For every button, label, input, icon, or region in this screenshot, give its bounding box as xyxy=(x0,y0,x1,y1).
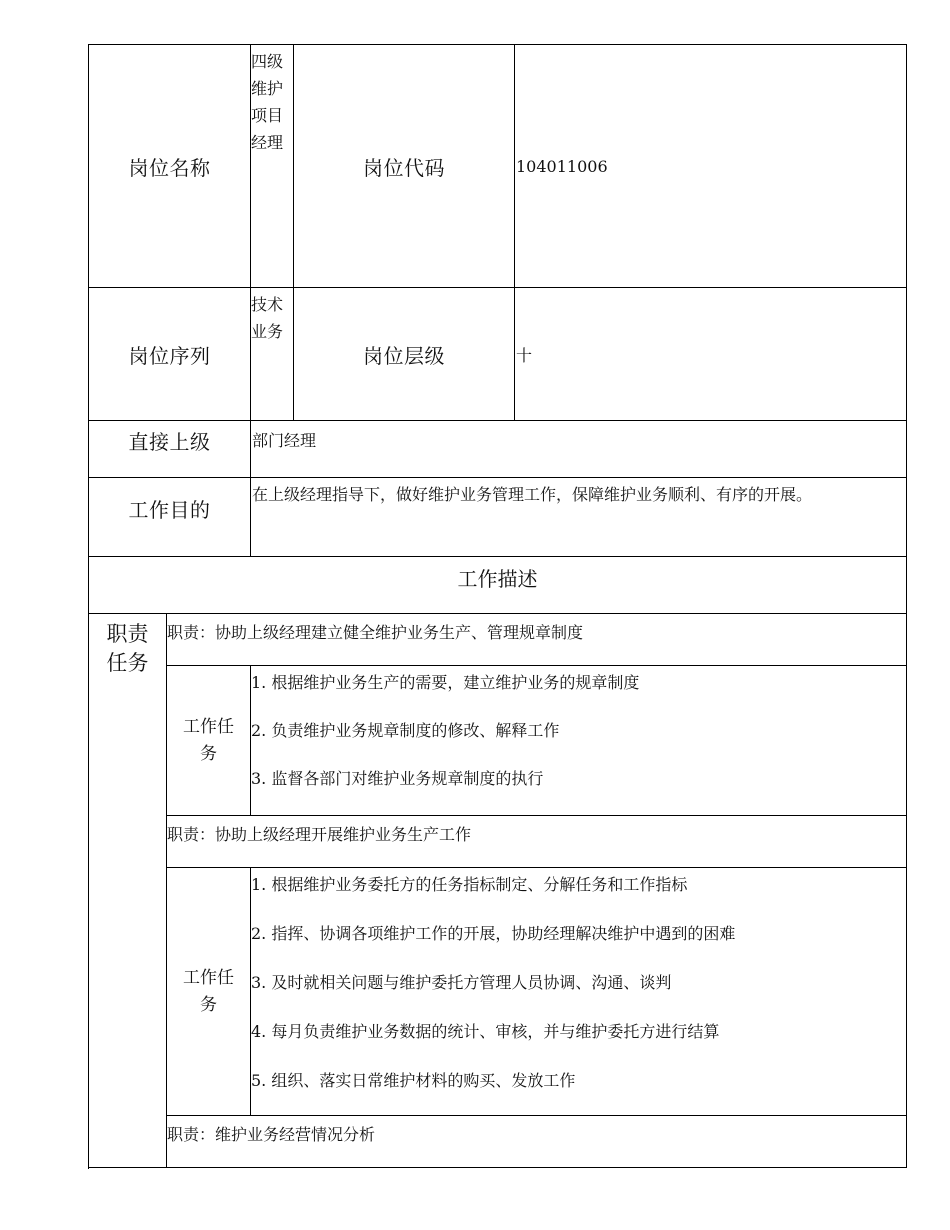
task-list-1 xyxy=(251,666,907,816)
job-description-document xyxy=(88,44,906,1168)
position-code-label: 岗位代码 xyxy=(294,45,515,288)
position-level-label: 岗位层级 xyxy=(294,288,515,421)
task-label-2 xyxy=(167,868,251,1116)
position-name-row xyxy=(89,45,907,288)
task-label-1 xyxy=(167,666,251,816)
duty-title-2: 职责：协助上级经理开展维护业务生产工作 xyxy=(167,816,907,868)
duty-row-3 xyxy=(89,1116,907,1168)
duty-row-1 xyxy=(89,614,907,666)
position-name-value: 四级维护项目经理 xyxy=(251,45,294,288)
task-list-2 xyxy=(251,868,907,1116)
task-item: 1. 根据维护业务生产的需要，建立维护业务的规章制度 xyxy=(251,673,640,692)
purpose-value: 在上级经理指导下，做好维护业务管理工作，保障维护业务顺利、有序的开展。 xyxy=(251,478,907,557)
supervisor-value: 部门经理 xyxy=(251,421,907,478)
description-title: 工作描述 xyxy=(89,557,907,614)
task-item: 5. 组织、落实日常维护材料的购买、发放工作 xyxy=(251,1071,576,1090)
duty-title-3: 职责：维护业务经营情况分析 xyxy=(167,1116,907,1168)
task-row-1 xyxy=(89,666,907,816)
position-series-label: 岗位序列 xyxy=(89,288,251,421)
task-item: 3. 监督各部门对维护业务规章制度的执行 xyxy=(251,769,544,788)
task-row-2 xyxy=(89,868,907,1116)
supervisor-label: 直接上级 xyxy=(89,421,251,478)
position-name-label: 岗位名称 xyxy=(89,45,251,288)
task-item: 2. 指挥、协调各项维护工作的开展，协助经理解决维护中遇到的困难 xyxy=(251,924,736,943)
position-series-row xyxy=(89,288,907,421)
purpose-label: 工作目的 xyxy=(89,478,251,557)
task-item: 3. 及时就相关问题与维护委托方管理人员协调、沟通、谈判 xyxy=(251,973,672,992)
task-item: 2. 负责维护业务规章制度的修改、解释工作 xyxy=(251,721,560,740)
task-label-2-text: 工作任务 xyxy=(183,967,234,1015)
task-label-1-text: 工作任务 xyxy=(183,716,234,764)
task-item: 4. 每月负责维护业务数据的统计、审核，并与维护委托方进行结算 xyxy=(251,1022,720,1041)
purpose-row xyxy=(89,478,907,557)
duty-row-2 xyxy=(89,816,907,868)
description-header-row xyxy=(89,557,907,614)
position-level-value: 十 xyxy=(515,288,907,421)
duty-section-label-text: 职责任务 xyxy=(106,622,149,675)
duty-section-label xyxy=(89,614,167,1168)
task-item: 1. 根据维护业务委托方的任务指标制定、分解任务和工作指标 xyxy=(251,875,688,894)
job-description-table xyxy=(88,44,907,1168)
duty-title-1: 职责：协助上级经理建立健全维护业务生产、管理规章制度 xyxy=(167,614,907,666)
position-code-value: 104011006 xyxy=(515,45,907,288)
position-series-value: 技术业务 xyxy=(251,288,294,421)
supervisor-row xyxy=(89,421,907,478)
